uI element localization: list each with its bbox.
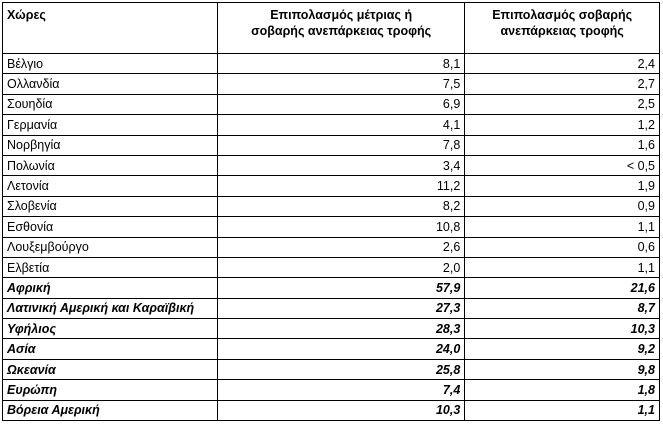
cell-moderate-severe: 7,5 (218, 74, 465, 94)
cell-severe: 1,8 (465, 380, 660, 400)
cell-country: Αφρική (3, 278, 218, 298)
cell-severe: 9,2 (465, 339, 660, 359)
header-moderate-severe-line2: σοβαρής ανεπάρκειας τροφής (251, 24, 432, 38)
cell-moderate-severe: 4,1 (218, 115, 465, 135)
region-row (3, 278, 660, 298)
cell-moderate-severe: 6,9 (218, 94, 465, 114)
region-row (3, 339, 660, 359)
cell-severe: 10,3 (465, 319, 660, 339)
cell-severe: 1,1 (465, 400, 660, 420)
country-row (3, 237, 660, 257)
region-row (3, 298, 660, 318)
cell-moderate-severe: 10,3 (218, 400, 465, 420)
cell-country: Ολλανδία (3, 74, 218, 94)
cell-country: Ασία (3, 339, 218, 359)
cell-severe: 2,4 (465, 54, 660, 74)
cell-country: Πολωνία (3, 155, 218, 175)
header-moderate-severe (218, 3, 465, 54)
header-row (3, 3, 660, 54)
header-countries: Χώρες (3, 3, 218, 54)
cell-moderate-severe: 57,9 (218, 278, 465, 298)
cell-severe: 0,6 (465, 237, 660, 257)
cell-moderate-severe: 8,2 (218, 196, 465, 216)
country-row (3, 155, 660, 175)
header-severe-line2: ανεπάρκειας τροφής (500, 24, 624, 38)
cell-country: Βέλγιο (3, 54, 218, 74)
cell-country: Ελβετία (3, 257, 218, 277)
header-severe-line1: Επιπολασμός σοβαρής (492, 8, 633, 22)
cell-country: Λουξεμβούργο (3, 237, 218, 257)
cell-country: Ευρώπη (3, 380, 218, 400)
cell-moderate-severe: 25,8 (218, 359, 465, 379)
country-row (3, 74, 660, 94)
cell-country: Σλοβενία (3, 196, 218, 216)
cell-moderate-severe: 27,3 (218, 298, 465, 318)
cell-country: Νορβηγία (3, 135, 218, 155)
cell-country: Βόρεια Αμερική (3, 400, 218, 420)
cell-severe: 2,5 (465, 94, 660, 114)
cell-severe: 8,7 (465, 298, 660, 318)
cell-moderate-severe: 3,4 (218, 155, 465, 175)
cell-country: Λατινική Αμερική και Καραϊβική (3, 298, 218, 318)
cell-severe: 9,8 (465, 359, 660, 379)
region-row (3, 380, 660, 400)
cell-severe: < 0,5 (465, 155, 660, 175)
cell-severe: 2,7 (465, 74, 660, 94)
cell-country: Ωκεανία (3, 359, 218, 379)
cell-country: Υφήλιος (3, 319, 218, 339)
header-severe (465, 3, 660, 54)
header-moderate-severe-line1: Επιπολασμός μέτριας ή (270, 8, 413, 22)
cell-severe: 0,9 (465, 196, 660, 216)
region-row (3, 359, 660, 379)
country-row (3, 94, 660, 114)
region-row (3, 400, 660, 420)
cell-country: Σουηδία (3, 94, 218, 114)
cell-moderate-severe: 11,2 (218, 176, 465, 196)
cell-country: Γερμανία (3, 115, 218, 135)
cell-moderate-severe: 24,0 (218, 339, 465, 359)
cell-country: Εσθονία (3, 217, 218, 237)
country-row (3, 217, 660, 237)
cell-moderate-severe: 10,8 (218, 217, 465, 237)
cell-severe: 1,9 (465, 176, 660, 196)
country-row (3, 257, 660, 277)
cell-severe: 1,2 (465, 115, 660, 135)
country-row (3, 196, 660, 216)
region-row (3, 319, 660, 339)
cell-moderate-severe: 8,1 (218, 54, 465, 74)
cell-severe: 1,1 (465, 257, 660, 277)
cell-moderate-severe: 28,3 (218, 319, 465, 339)
table-body (3, 54, 660, 421)
food-insecurity-table (2, 2, 660, 421)
country-row (3, 115, 660, 135)
cell-country: Λετονία (3, 176, 218, 196)
country-row (3, 54, 660, 74)
cell-moderate-severe: 7,4 (218, 380, 465, 400)
cell-moderate-severe: 7,8 (218, 135, 465, 155)
cell-severe: 1,6 (465, 135, 660, 155)
country-row (3, 135, 660, 155)
cell-severe: 21,6 (465, 278, 660, 298)
country-row (3, 176, 660, 196)
cell-severe: 1,1 (465, 217, 660, 237)
cell-moderate-severe: 2,0 (218, 257, 465, 277)
cell-moderate-severe: 2,6 (218, 237, 465, 257)
